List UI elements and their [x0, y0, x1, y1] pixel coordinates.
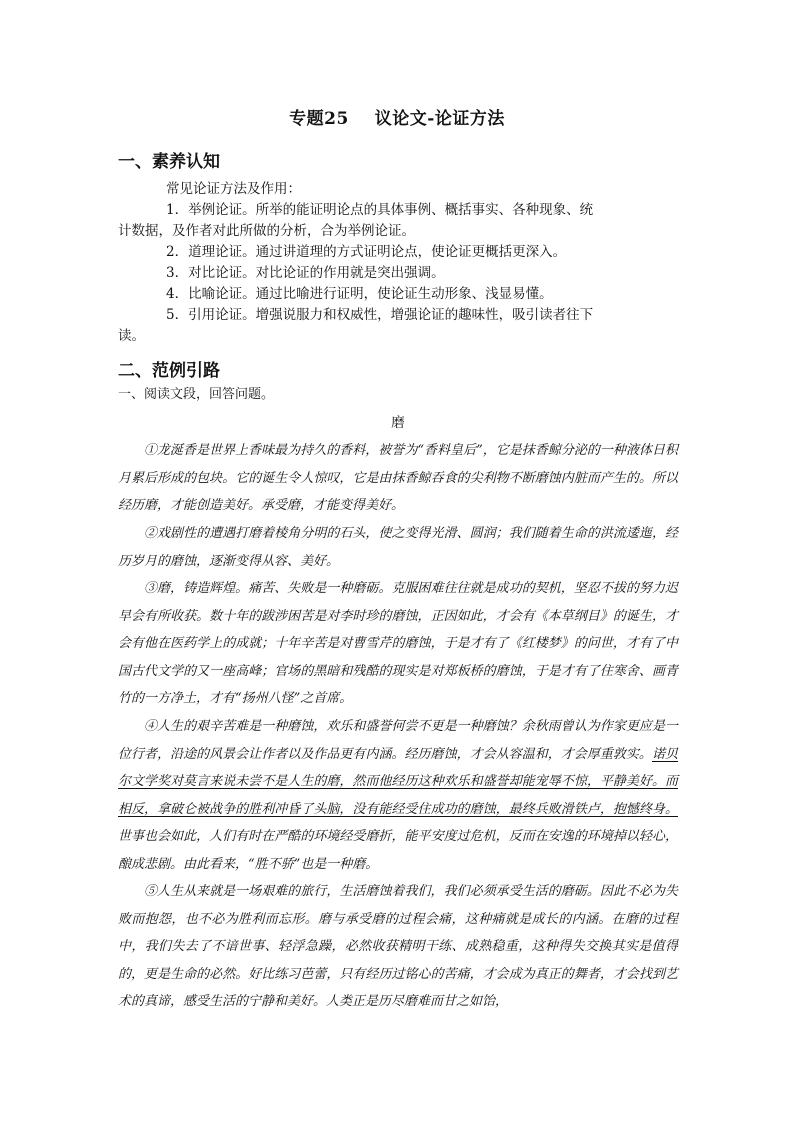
- essay-paragraph-5: ⑤人生从来就是一场艰难的旅行，生活磨蚀着我们，我们必须承受生活的磨砺。因此不必为失败而抱怨，也不必为胜利而忘形。磨与承受磨的过程会痛，这种痛就是成长的内涵。在磨的过程中，我们失去了不谙世事、轻浮急躁，必然收获精明干练、成熟稳重，这种得失交换其实是值得的，更是生命的必然。好比练习芭蕾，只有经历过铭心的苦痛，才会成为真正的舞者，才会找到艺术的真谛，感受生活的宁静和美好。人类正是历尽磨难而甘之如饴，: [118, 884, 678, 1009]
- list-item: 3．对比论证。对比论证的作用就是突出强调。: [166, 265, 445, 281]
- list-item: 5．引用论证。增强说服力和权威性，增强论证的趣味性，吸引读者往下: [166, 307, 594, 323]
- list-item: 1．举例论证。所举的能证明论点的具体事例、概括事实、各种现象、统: [166, 202, 594, 218]
- list-item: 4．比喻论证。通过比喻进行证明，使论证生动形象、浅显易懂。: [166, 286, 553, 302]
- essay-paragraph-4: [118, 713, 678, 878]
- essay-paragraph-2: ②戏剧性的遭遇打磨着棱角分明的石头，使之变得光滑、圆润；我们随着生命的洪流逶迤，经历岁月的磨蚀，逐渐变得从容、美好。: [118, 526, 678, 569]
- essay-paragraph-3: ③磨，铸造辉煌。痛苦、失败是一种磨砺。克服困难往往就是成功的契机，坚忍不拔的努力迟早会有所收获。数十年的跋涉困苦是对李时珍的磨蚀，正因如此，才会有《本草纲目》的诞生，才会有他在医药学上的成就；十年辛苦是对曹雪芹的磨蚀，于是才有了《红楼梦》的问世，才有了中国古代文学的又一座高峰；官场的黑暗和残酷的现实是对郑板桥的磨蚀，于是才有了住寒舍、画青竹的一方净土，才有“扬州八怪”之首席。: [118, 581, 678, 706]
- essay-paragraph-1: ①龙涎香是世界上香味最为持久的香料，被誉为“香料皇后”，它是抹香鲸分泌的一种液体日积月累后形成的包块。它的诞生令人惊叹，它是由抹香鲸吞食的尖利物不断磨蚀内脏而产生的。所以经历磨，才能创造美好。承受磨，才能变得美好。: [118, 443, 678, 513]
- paragraph-4-opening: ④人生的艰辛苦难是一种磨蚀，欢乐和盛誉何尝不更是一种磨蚀？余秋雨曾认为作家更应是一位行者，沿途的风景会让作者以及作品更有内涵。经历磨蚀，才会从容温和，才会厚重敦实。: [118, 719, 678, 762]
- paragraph-4-closing: 世事也会如此，人们有时在严酷的环境经受磨折，能平安度过危机，反而在安逸的环境掉以轻心，酿成悲剧。由此看来，“胜不骄”也是一种磨。: [118, 829, 678, 872]
- essay-title: 磨: [391, 415, 405, 431]
- list-item: 计数据，及作者对此所做的分析，合为举例论证。: [118, 223, 415, 239]
- reading-instruction: 一、阅读文段，回答问题。: [118, 387, 275, 402]
- section1-intro: 常见论证方法及作用：: [166, 181, 301, 197]
- title-topic-number: 专题25: [289, 109, 349, 129]
- section-heading-2: 二、范例引路: [118, 361, 220, 381]
- page-title: [0, 104, 794, 129]
- title-topic-name: 议论文-论证方法: [374, 109, 505, 129]
- list-item: 2．道理论证。通过讲道理的方式证明论点，使论证更概括更深入。: [166, 244, 567, 260]
- section-heading-1: 一、素养认知: [118, 152, 220, 172]
- list-item: 读。: [118, 328, 145, 344]
- underlined-passage: 诺贝尔文学奖对莫言来说未尝不是人生的磨，然而他经历这种欢乐和盛誉却能宠辱不惊，平静美好。而相反，拿破仑被战争的胜利冲昏了头脑，没有能经受住成功的磨蚀，最终兵败滑铁卢，抱憾终身。: [118, 746, 678, 817]
